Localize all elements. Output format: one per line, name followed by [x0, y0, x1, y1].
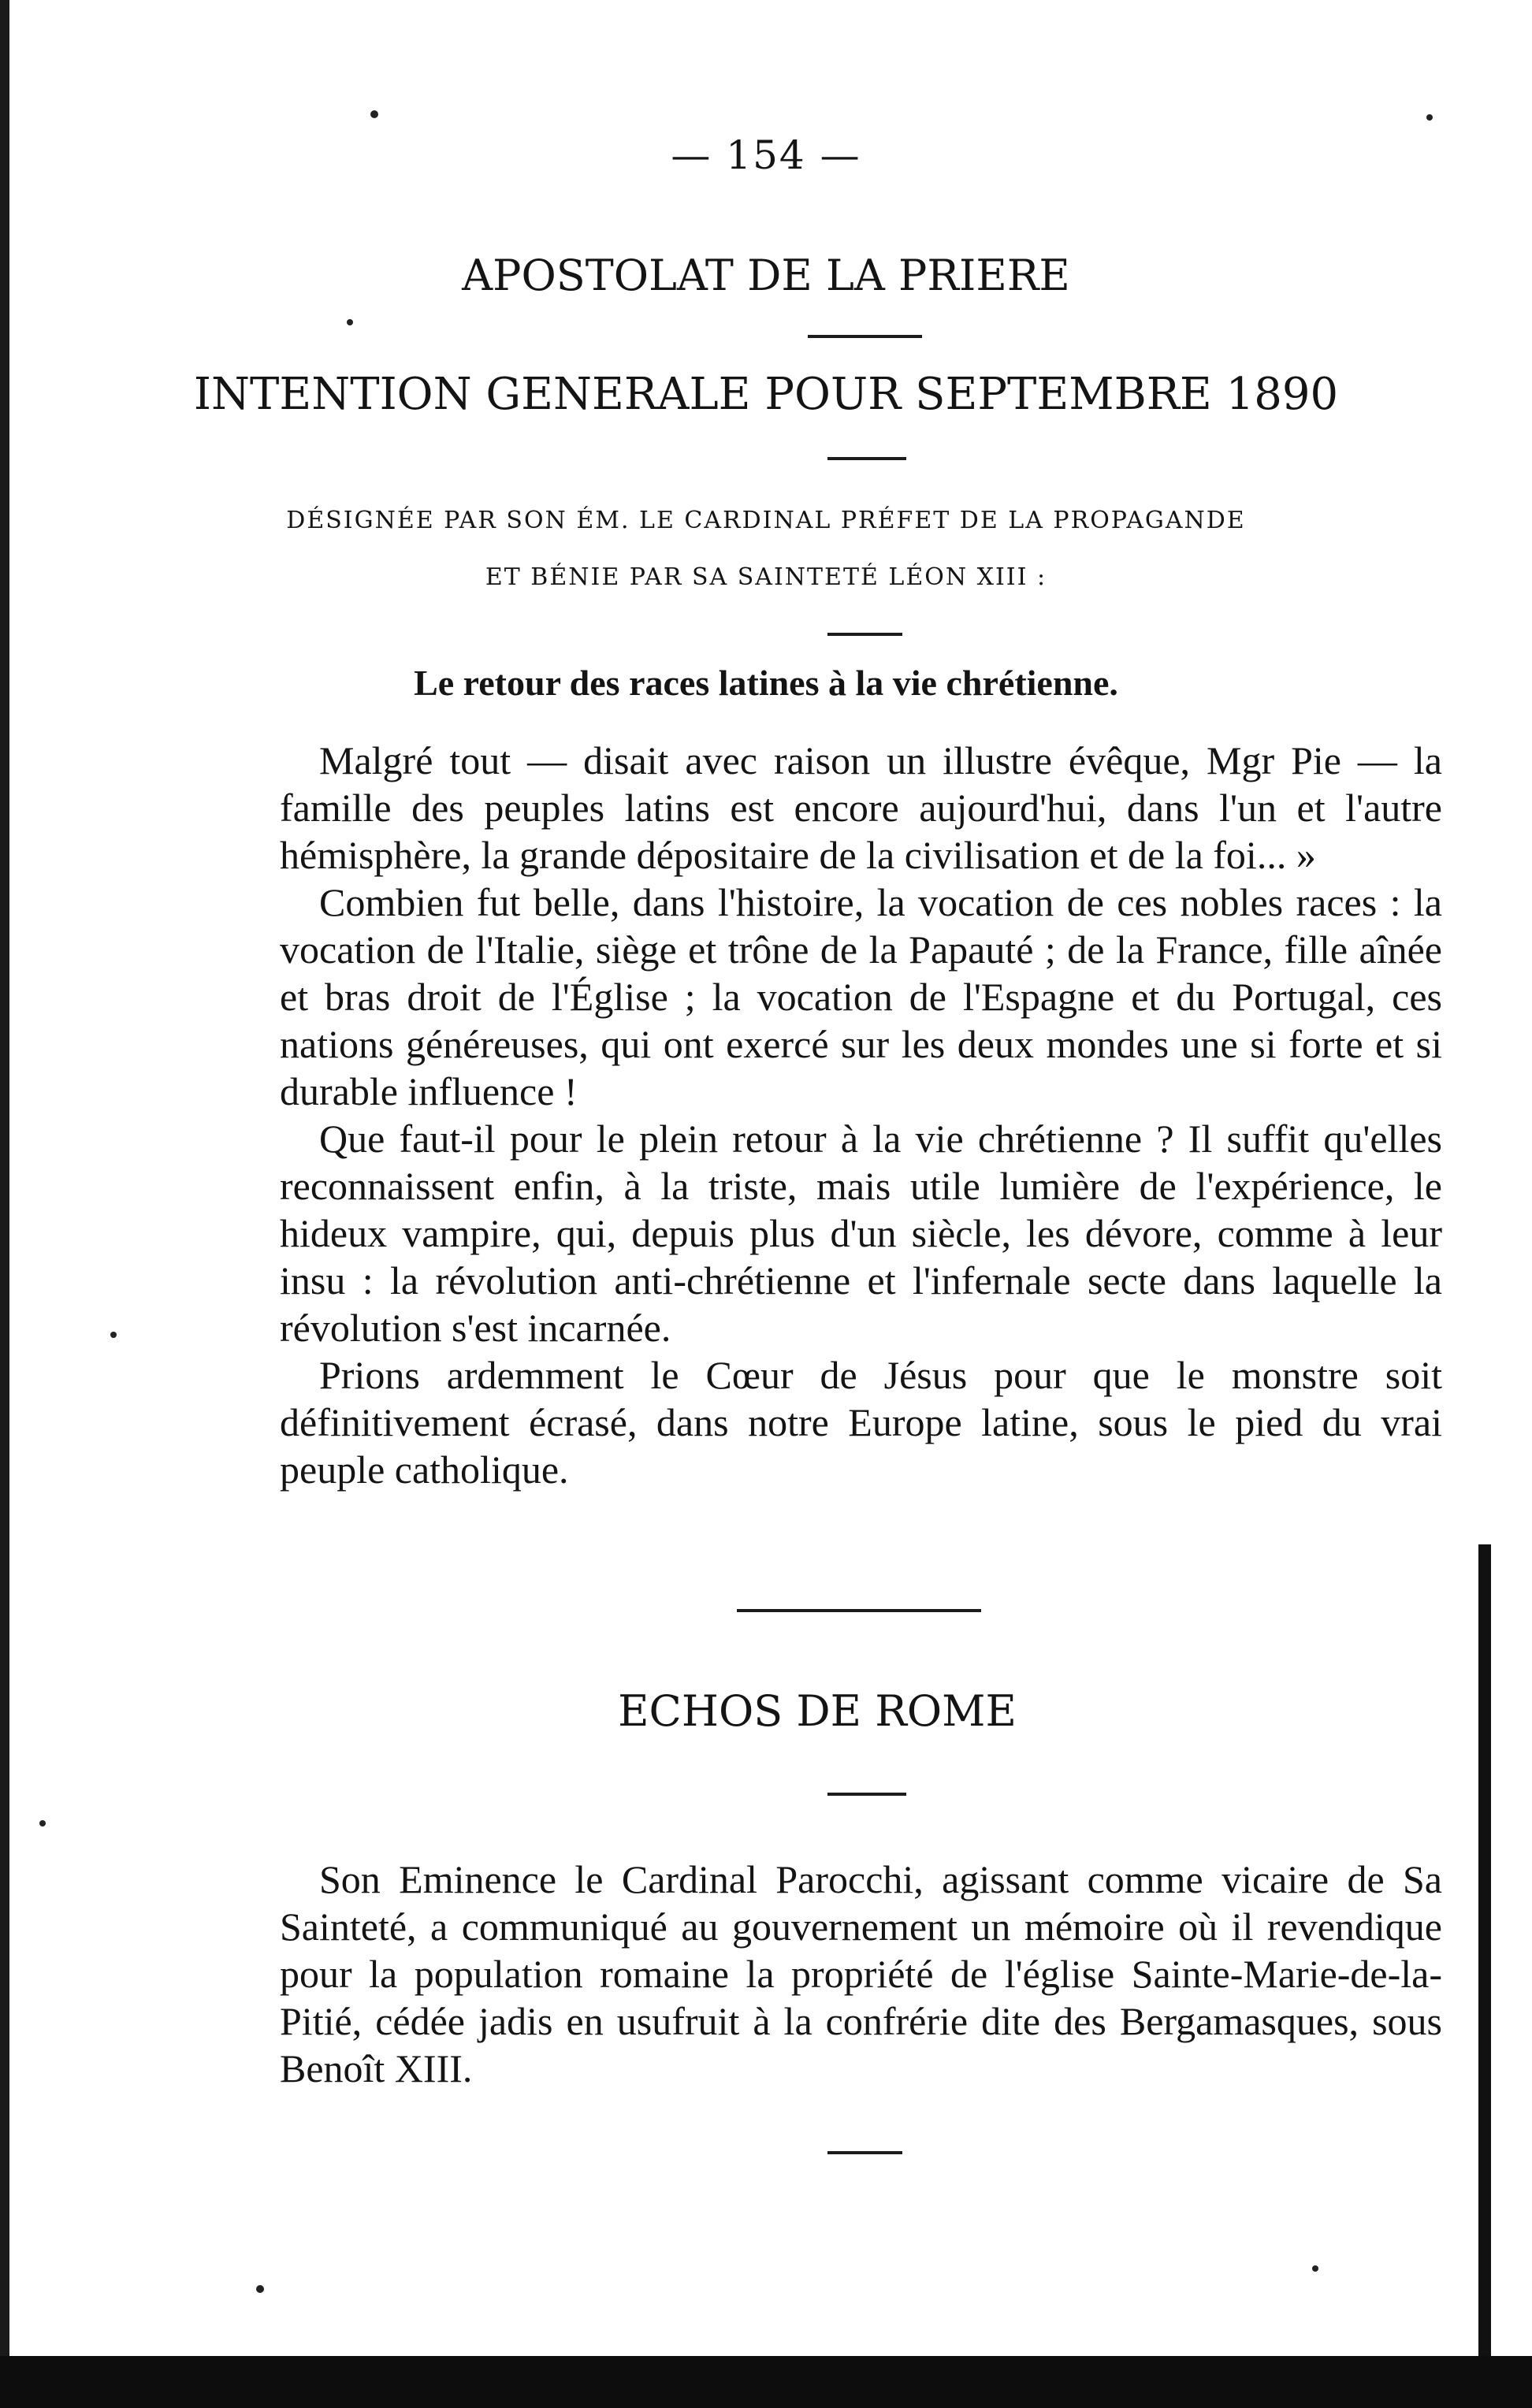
- article-body: [280, 737, 1442, 1493]
- body-paragraph: Malgré tout — disait avec raison un illustre évêque, Mgr Pie — la famille des peuples latins est encore aujourd'hui, dans l'un et l'autre hémisphère, la grande dépositaire de la civilisation et de la foi... »: [280, 738, 1442, 877]
- divider: [827, 2151, 902, 2154]
- body-paragraph: Que faut-il pour le plein retour à la vie chrétienne ? Il suffit qu'elles reconnaissent enfin, à la triste, mais utile lumière de l'expérience, le hideux vampire, qui, depuis plus d'un siècle, les dévore, comme à leur insu : la révolution anti-chrétienne et l'infernale secte dans laquelle la révolution s'est incarnée.: [280, 1117, 1442, 1350]
- article-heading: Le retour des races latines à la vie chrétienne.: [414, 663, 1118, 703]
- designation-line: ET BÉNIE PAR SA SAINTETÉ LÉON XIII :: [485, 563, 1047, 591]
- section-separator: [737, 1609, 981, 1612]
- designation-line: DÉSIGNÉE PAR SON ÉM. LE CARDINAL PRÉFET DE LA PROPAGANDE: [286, 507, 1246, 534]
- section-title: ECHOS DE ROME: [618, 1686, 1017, 1736]
- body-paragraph: Son Eminence le Cardinal Parocchi, agissant comme vicaire de Sa Sainteté, a communiqué au gouvernement un mémoire où il revendique pour la population romaine la propriété de l'église Sainte-Marie-de-la-Pitié, cédée jadis en usufruit à la confrérie dite des Bergamasques, sous Benoît XIII.: [280, 1857, 1442, 2090]
- section-subtitle: INTENTION GENERALE POUR SEPTEMBRE 1890: [193, 369, 1339, 420]
- page-number: — 154 —: [671, 132, 861, 178]
- scan-speck: [347, 319, 353, 325]
- page-bottom-edge: [0, 2356, 1532, 2408]
- body-paragraph: Prions ardemment le Cœur de Jésus pour que le monstre soit définitivement écrasé, dans notre Europe latine, sous le pied du vrai peuple catholique.: [280, 1353, 1442, 1492]
- page-right-edge: [1478, 1544, 1491, 2364]
- article-body: [280, 1856, 1442, 2092]
- body-paragraph: Combien fut belle, dans l'histoire, la vocation de ces nobles races : la vocation de l'Italie, siège et trône de la Papauté ; de la France, fille aînée et bras droit de l'Église ; la vocation de l'Espagne et du Portugal, ces nations généreuses, qui ont exercé sur les deux mondes une si forte et si durable influence !: [280, 880, 1442, 1113]
- scan-speck: [256, 2285, 264, 2293]
- scan-speck: [1312, 2265, 1318, 2272]
- scan-speck: [110, 1332, 117, 1338]
- divider: [827, 1793, 906, 1796]
- section-title: APOSTOLAT DE LA PRIERE: [462, 251, 1070, 300]
- page-left-edge: [0, 0, 9, 2408]
- scan-speck: [39, 1820, 46, 1826]
- divider: [827, 633, 902, 636]
- scan-speck: [370, 110, 378, 118]
- scan-speck: [1426, 114, 1433, 121]
- divider: [808, 335, 922, 338]
- divider: [827, 457, 906, 460]
